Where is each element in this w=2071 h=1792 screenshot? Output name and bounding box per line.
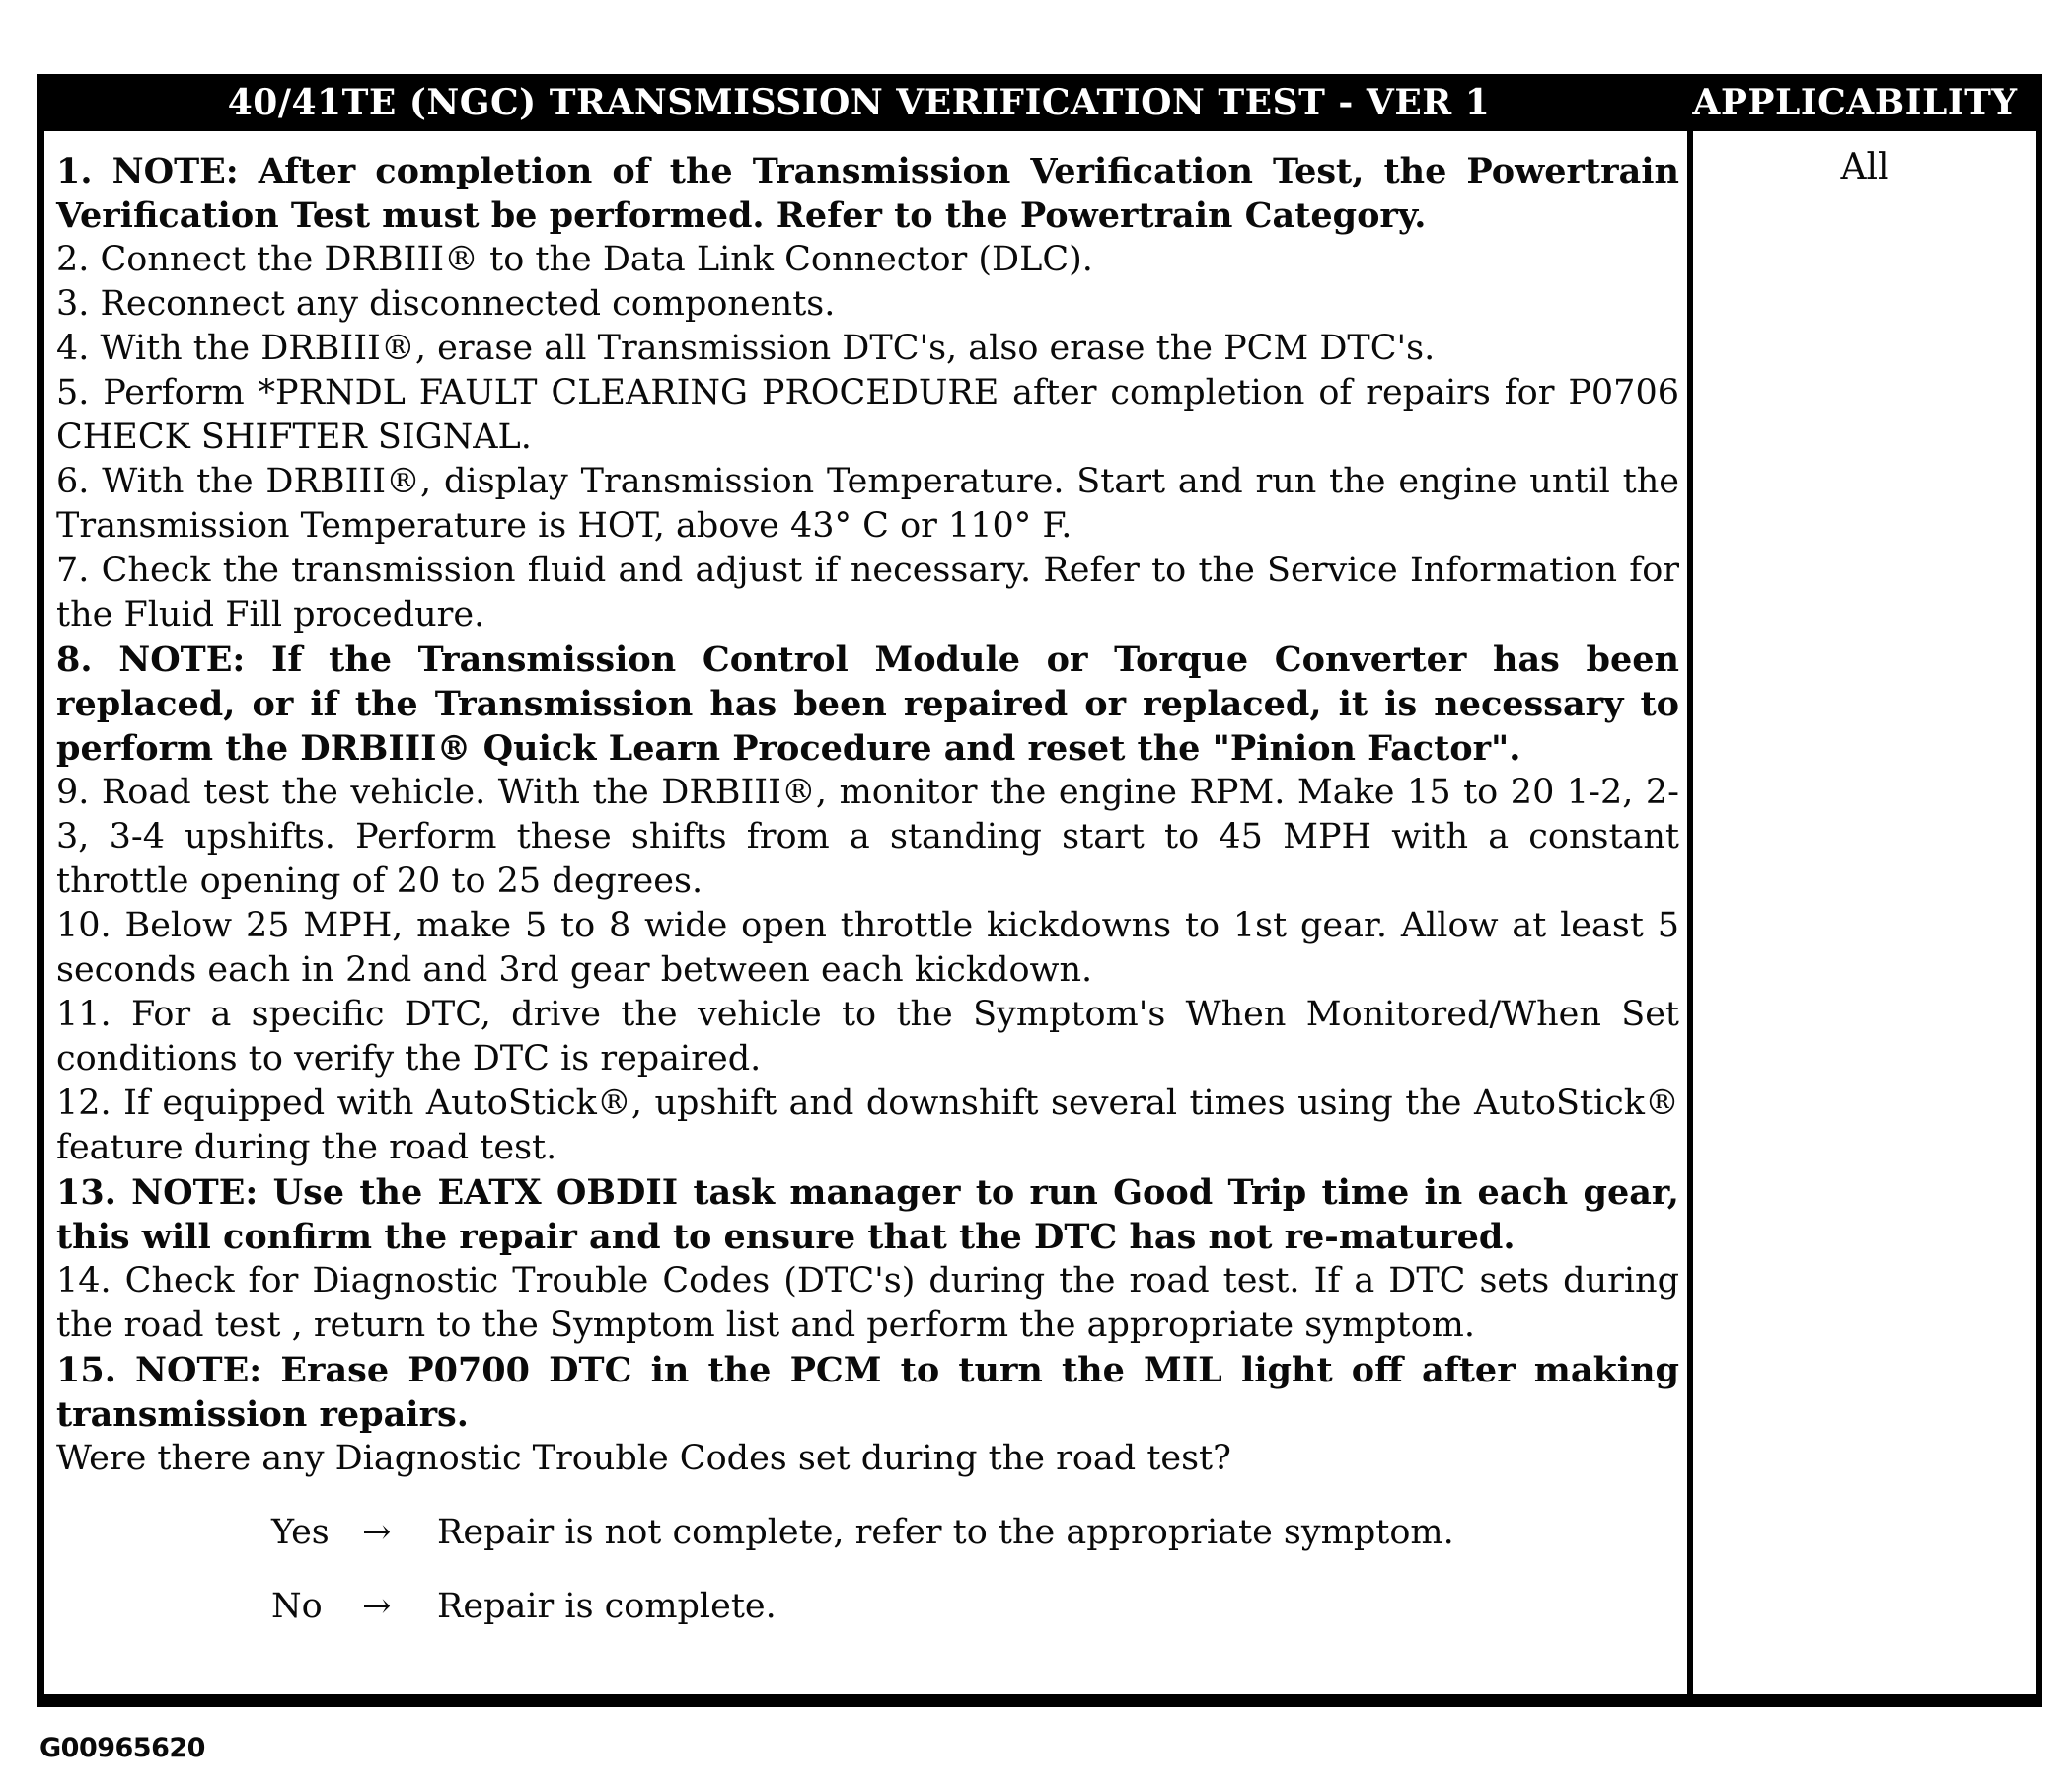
- applicability-value: All: [1840, 147, 1889, 187]
- verification-test-table: [37, 74, 2042, 1707]
- table-title: 40/41TE (NGC) TRANSMISSION VERIFICATION TEST - VER 1: [227, 82, 1491, 123]
- step-6: 6. With the DRBIII®, display Transmission Temperature. Start and run the engine until the Transmission Temperature is HOT, above 43° C or 110° F.: [56, 462, 1679, 546]
- applicability-column-header: APPLICABILITY: [1692, 82, 2018, 123]
- step-14: 14. Check for Diagnostic Trouble Codes (DTC's) during the road test. If a DTC sets during the road test , return to the Symptom list and perform the appropriate symptom.: [56, 1261, 1679, 1345]
- figure-id-label: G00965620: [39, 1733, 205, 1763]
- arrow-right-icon: →: [362, 1513, 392, 1552]
- step-1: 1. NOTE: After completion of the Transmission Verification Test, the Powertrain Verification Test must be performed. Refer to the Powertrain Category.: [56, 151, 1679, 236]
- step-12: 12. If equipped with AutoStick®, upshift and downshift several times using the AutoStick® feature during the road test.: [56, 1083, 1679, 1167]
- step-9: 9. Road test the vehicle. With the DRBIII®, monitor the engine RPM. Make 15 to 20 1-2, 2-3, 3-4 upshifts. Perform these shifts from a standing start to 45 MPH with a constant throttle opening of 20 to 25 degrees.: [56, 773, 1679, 901]
- answer-result-yes: Repair is not complete, refer to the appropriate symptom.: [437, 1513, 1454, 1552]
- answer-option-no: No: [271, 1587, 323, 1626]
- road-test-question: Were there any Diagnostic Trouble Codes set during the road test?: [56, 1439, 1231, 1478]
- step-8: 8. NOTE: If the Transmission Control Module or Torque Converter has been replaced, or if the Transmission has been repaired or replaced, it is necessary to perform the DRBIII® Quick Learn Procedure and reset the "Pinion Factor".: [56, 639, 1679, 769]
- step-10: 10. Below 25 MPH, make 5 to 8 wide open throttle kickdowns to 1st gear. Allow at least 5 seconds each in 2nd and 3rd gear between each kickdown.: [56, 906, 1679, 990]
- answer-option-yes: Yes: [271, 1513, 330, 1552]
- procedure-steps-cell: [44, 131, 1693, 1694]
- table-header-row: [44, 74, 2036, 131]
- answer-result-no: Repair is complete.: [437, 1587, 777, 1626]
- step-11: 11. For a specific DTC, drive the vehicle to the Symptom's When Monitored/When Set conditions to verify the DTC is repaired.: [56, 995, 1679, 1079]
- answer-row-yes: [56, 1511, 1679, 1555]
- table-body-row: [44, 131, 2036, 1694]
- step-2: 2. Connect the DRBIII® to the Data Link Connector (DLC).: [56, 240, 1093, 279]
- step-15: 15. NOTE: Erase P0700 DTC in the PCM to turn the MIL light off after making transmission repairs.: [56, 1350, 1679, 1435]
- step-5: 5. Perform *PRNDL FAULT CLEARING PROCEDURE after completion of repairs for P0706 CHECK SHIFTER SIGNAL.: [56, 373, 1679, 457]
- step-4: 4. With the DRBIII®, erase all Transmission DTC's, also erase the PCM DTC's.: [56, 329, 1436, 368]
- answer-row-no: [56, 1585, 1679, 1629]
- applicability-cell: [1693, 131, 2036, 1694]
- arrow-right-icon: →: [362, 1587, 392, 1626]
- step-13: 13. NOTE: Use the EATX OBDII task manager to run Good Trip time in each gear, this will confirm the repair and to ensure that the DTC has not re-matured.: [56, 1172, 1679, 1257]
- step-3: 3. Reconnect any disconnected components.: [56, 284, 836, 324]
- step-7: 7. Check the transmission fluid and adjust if necessary. Refer to the Service Information for the Fluid Fill procedure.: [56, 551, 1679, 635]
